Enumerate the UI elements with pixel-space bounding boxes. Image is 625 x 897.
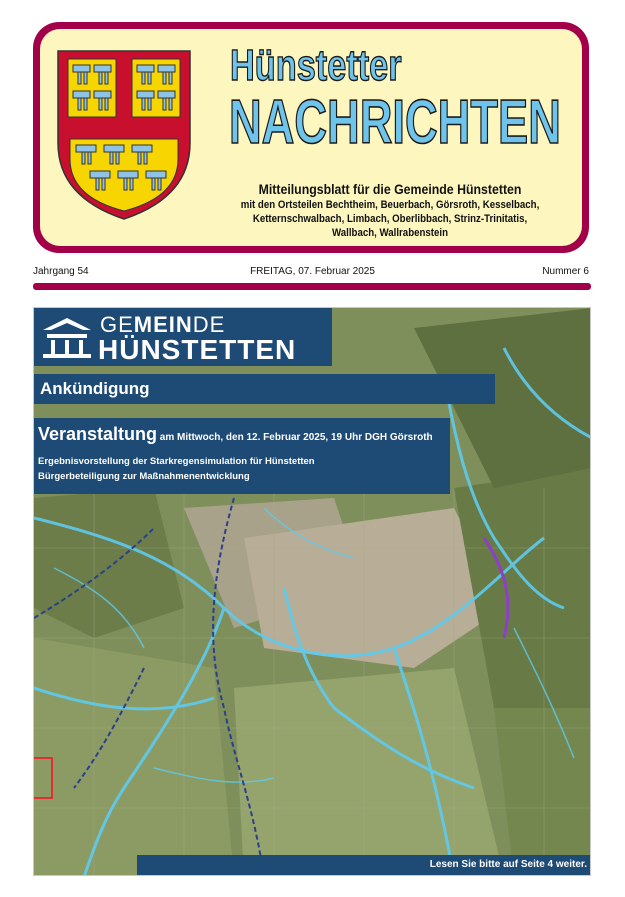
building-logo-icon <box>39 314 95 360</box>
issue-volume: Jahrgang 54 <box>33 266 89 277</box>
masthead-title-line2: NACHRICHTEN <box>229 88 561 157</box>
event-info-panel <box>34 418 450 494</box>
event-details: am Mittwoch, den 12. Februar 2025, 19 Uhr DGH Görsroth <box>157 432 433 443</box>
masthead-districts-line3: Wallbach, Wallrabenstein <box>331 227 448 239</box>
announcement-image <box>33 307 591 876</box>
coat-of-arms-icon <box>54 47 194 223</box>
continue-text: Lesen Sie bitte auf Seite 4 weiter. <box>429 859 587 870</box>
masthead-subtitle: Mitteilungsblatt für die Gemeinde Hünstetten <box>258 181 522 197</box>
logo-line1: GEMEINDE <box>100 312 226 337</box>
masthead <box>33 22 589 253</box>
issue-number: Nummer 6 <box>542 266 589 277</box>
masthead-panel <box>40 29 582 246</box>
event-line1: Ergebnisvorstellung der Starkregensimulation für Hünstetten <box>38 456 315 467</box>
event-title: Veranstaltung am Mittwoch, den 12. Februar 2025, 19 Uhr DGH Görsroth <box>38 424 433 444</box>
continue-bar <box>137 855 591 876</box>
masthead-title-line1: Hünstetter <box>230 41 402 90</box>
municipality-logo <box>34 308 332 366</box>
masthead-districts-line1: mit den Ortsteilen Bechtheim, Beuerbach, Görsroth, Kesselbach, <box>240 199 540 211</box>
logo-line2: HÜNSTETTEN <box>98 334 297 365</box>
issue-divider <box>33 283 591 290</box>
event-line2: Bürgerbeteiligung zur Maßnahmenentwicklung <box>38 471 250 482</box>
announcement-heading-bar <box>34 374 495 404</box>
issue-date: FREITAG, 07. Februar 2025 <box>250 266 375 277</box>
masthead-districts-line2: Ketternschwalbach, Limbach, Oberlibbach, Strinz-Trinitatis, <box>252 213 528 225</box>
announcement-heading: Ankündigung <box>40 379 150 398</box>
